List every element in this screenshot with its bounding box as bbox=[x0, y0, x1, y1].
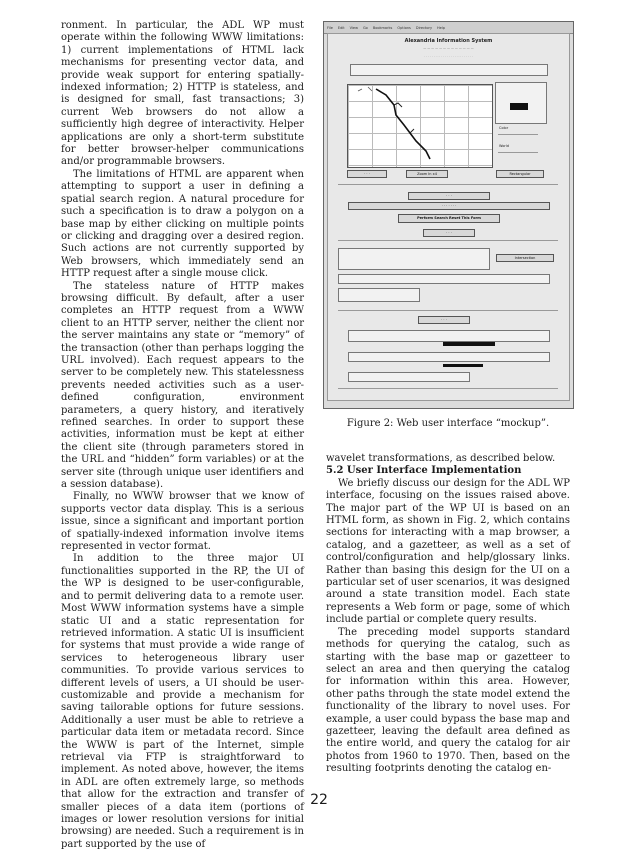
mockup-menu-item: Bookmarks bbox=[372, 25, 393, 30]
mockup-pan-button: · · · bbox=[347, 170, 387, 178]
mockup-menu-item: File bbox=[327, 25, 333, 30]
mockup-menu-item: Edit bbox=[337, 25, 345, 30]
intersection-button: Intersection bbox=[496, 254, 554, 262]
paragraph: The preceding model supports standard methods for querying the catalog, such as starting with the base map or gazetteer to select an area and then querying the catalog for information within this area. However, other paths through the state model extend the functionality of the library to novel uses. For example, a user could bypass the base map and gazetteer, leaving the default area defined as the entire world, and query the catalog for air photos from 1960 to 1970. Then, based on the resulting footprints denoting the catalog en- bbox=[326, 626, 570, 775]
paragraph: We briefly discuss our design for the ADL WP interface, focusing on the issues raised above. The major part of the WP UI is based on an HTML form, as shown in Fig. 2, which contains sections for interacting with a map browser, a catalog, and a gazetteer, as well as a set of control/configuration and help/glossary links. Rather than basing this design for the UI on a particular set of user scenarios, it was designed around a state transition model. Each state represents a Web form or page, some of which include partial or complete query results. bbox=[326, 477, 570, 626]
mockup-menu-item: Go bbox=[362, 25, 368, 30]
mockup-query-box bbox=[338, 248, 490, 270]
mockup-gazetteer-button: · · · bbox=[408, 192, 490, 200]
paragraph: Finally, no WWW browser that we know of supports vector data display. This is a serious issue, since a significant and important portion of spatially-indexed information involve items represented in vector format. bbox=[61, 491, 304, 553]
right-column bbox=[326, 453, 570, 776]
mockup-base-map bbox=[347, 84, 493, 168]
figure-caption: Figure 2: Web user interface “mockup”. bbox=[346, 418, 550, 429]
mockup-form: Alexandria Information System — — — — — — — — — — — — — · · · · · · · · · · · · · · · · · · · · · · · · · · Color World · · · Zoom In x4 Rectangular · · · · · · · · · · Perform Search Reset This Form · · · Intersection · · · bbox=[327, 33, 570, 401]
zoom-button: Zoom In x4 bbox=[406, 170, 448, 178]
mockup-overview-box bbox=[495, 82, 547, 124]
search-button: Perform Search Reset This Form bbox=[398, 214, 500, 223]
mockup-menu-item: View bbox=[349, 25, 358, 30]
mockup-title: Alexandria Information System bbox=[404, 38, 493, 44]
mockup-menu-item: Help bbox=[437, 25, 446, 30]
mockup-header-box bbox=[350, 64, 548, 76]
mockup-display-button: · · · bbox=[418, 316, 470, 324]
mockup-menu-item: Directory bbox=[415, 25, 433, 30]
mockup-options-row: · · · · · · · bbox=[348, 202, 550, 210]
paragraph: ronment. In particular, the ADL WP must operate within the following WWW limitations: 1) current implementations of HTML lack mechanisms for presenting vector data, and provide weak support for entering spatially-indexed information; 2) HTTP is stateless, and is designed for small, fast transactions; 3) current Web browsers do not allow a sufficiently high degree of interactivity. Helper applications are only a short-term substitute for better browser-helper communications and/or programmable browsers. bbox=[61, 20, 304, 168]
paragraph: The stateless nature of HTTP makes browsing difficult. By default, after a user completes an HTTP request from a WWW client to an HTTP server, neither the client nor the server maintains any state or “memory” of the transaction (other than perhaps logging the URL involved). Each request appears to the server to be completely new. This statelessness prevents needed activities such as a user-defined configuration, environment parameters, a query history, and iteratively refined searches. In order to support these activities, information must be kept at either the client site (through parameters stored in the URL and “hidden” form variables) or at the server site (through unique user identifiers and a session database). bbox=[61, 280, 304, 491]
figure-ui-mockup bbox=[323, 21, 574, 409]
left-column bbox=[61, 20, 304, 851]
rectangle-button: Rectangular bbox=[496, 170, 544, 178]
mockup-menu-item: Options bbox=[397, 25, 411, 30]
paragraph: The limitations of HTML are apparent when attempting to support a user in defining a spatial search region. A natural procedure for such a specification is to draw a polygon on a base map by either clicking on multiple points or clicking and dragging over a desired region. Such actions are not currently supported by Web browsers, which immediately send an HTTP request after a single mouse click. bbox=[61, 168, 304, 280]
mockup-catalog-button: · · · bbox=[423, 229, 475, 237]
page-number: 22 bbox=[310, 792, 328, 808]
coastline-icon bbox=[348, 85, 492, 167]
paragraph: wavelet transformations, as described below. bbox=[326, 453, 556, 464]
section-heading: 5.2 User Interface Implementation bbox=[326, 465, 522, 477]
paragraph: In addition to the three major UI functionalities supported in the RP, the UI of the WP is designed to be user-configurable, and to permit delivering data to a remote user. Most WWW information systems have a simple static UI and a static representation for retrieved information. A static UI is insufficient for systems that must provide a wide range of services to heterogeneous library user communities. To provide various services to different levels of users, a UI should be user-customizable and provide a mechanism for saving tailorable options for future sessions. Additionally a user must be able to retrieve a particular data item or metadata record. Since the WWW is part of the Internet, simple retrieval via FTP is straightforward to implement. As noted above, however, the items in ADL are often extremely large, so methods that allow for the extraction and transfer of smaller pieces of a data item (portions of images or lower resolution versions for initial browsing) are needed. Such a requirement is in part supported by the use of bbox=[61, 553, 304, 850]
